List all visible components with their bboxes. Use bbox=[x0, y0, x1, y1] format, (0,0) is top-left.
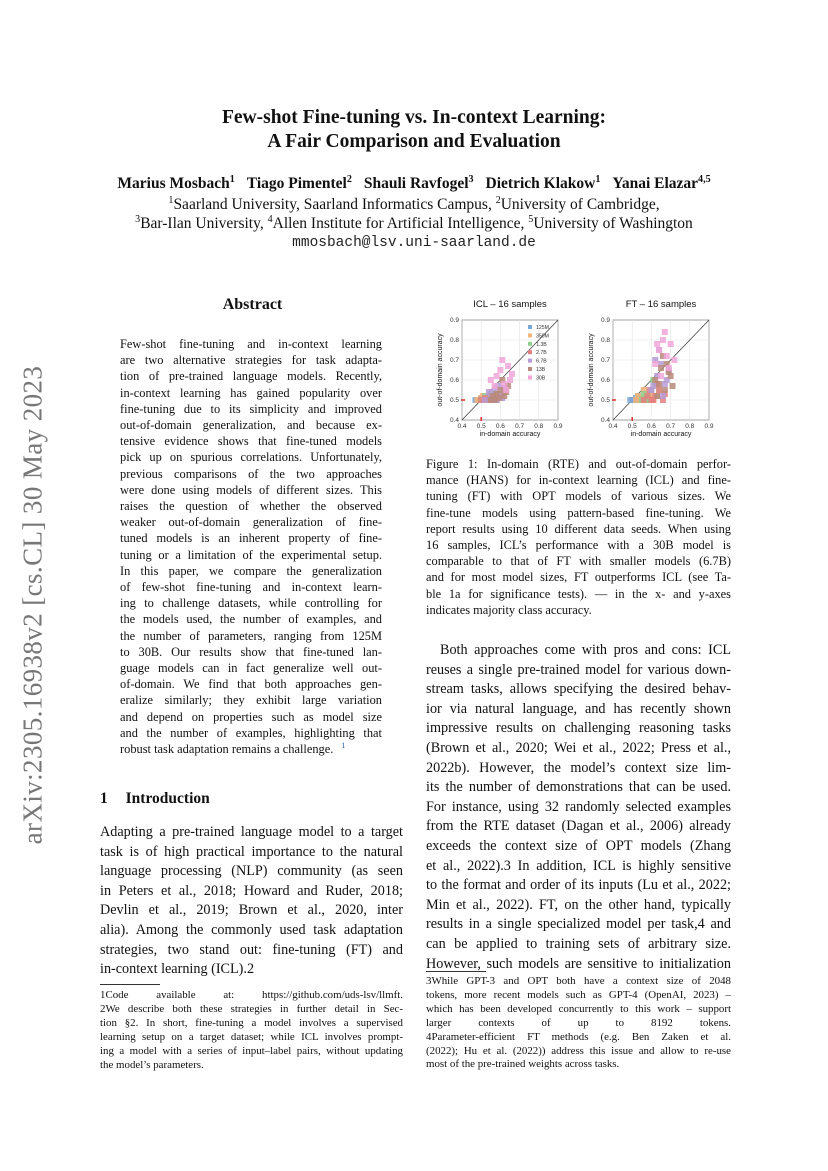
intro-line: alia). Among the commonly used task adaptation bbox=[100, 921, 403, 938]
author-list bbox=[0, 175, 828, 193]
data-point bbox=[494, 373, 500, 379]
chart-ft bbox=[579, 296, 729, 440]
body-line: However, such models are sensitive to initialization bbox=[426, 955, 731, 972]
legend-swatch bbox=[528, 359, 532, 363]
caption-line: ble 1a for significance tests). — in the x- and y-axes bbox=[426, 586, 731, 601]
data-point bbox=[658, 365, 664, 371]
affiliation-line-1 bbox=[0, 196, 828, 214]
y-tick-label: 0.7 bbox=[600, 357, 610, 364]
abstract-line: raises the question of whether the observed bbox=[120, 499, 382, 514]
abstract-line: fine-tuning due to its simplicity and improved bbox=[120, 401, 382, 416]
data-point bbox=[656, 347, 662, 353]
body-line: 2022b). However, the model’s context size lim- bbox=[426, 759, 731, 776]
author-affiliation-mark: 1 bbox=[229, 173, 235, 185]
caption-line: 16 samples, ICL’s performance with a 30B model is bbox=[426, 538, 731, 553]
data-point bbox=[497, 387, 503, 393]
footnote-line: 2We describe both these strategies in further detail in Sec- bbox=[100, 1002, 403, 1015]
abstract-line: the models used, the number of examples, and bbox=[120, 612, 382, 627]
body-line: results in a single specialized model per task,4 and bbox=[426, 916, 731, 933]
y-tick-label: 0.8 bbox=[449, 337, 459, 344]
data-point bbox=[660, 337, 666, 343]
footnote-line: (2022); Hu et al. (2022)) address this issue and allow to re-use bbox=[426, 1044, 731, 1057]
footnotes-left bbox=[100, 989, 403, 1072]
body-line: reuses a single pre-trained model for various down- bbox=[426, 661, 731, 678]
data-point bbox=[501, 381, 507, 387]
footnote-line: tion §2. In short, fine-tuning a model involves a supervised bbox=[100, 1016, 403, 1029]
x-tick-label: 0.6 bbox=[646, 423, 656, 430]
abstract-line: the number of parameters, ranging from 125M bbox=[120, 628, 382, 643]
intro-line: in-context learning (ICL).2 bbox=[100, 961, 255, 978]
footnote-ref-1[interactable]: 1 bbox=[341, 740, 346, 750]
affiliation-text: Bar-Ilan University, bbox=[140, 215, 268, 232]
data-point bbox=[488, 377, 494, 383]
introduction-body bbox=[100, 823, 403, 980]
data-point bbox=[507, 377, 513, 383]
abstract-line: pick up on spurious correlations. Unfortunately, bbox=[120, 450, 382, 465]
body-line: from the RTE dataset (Dagan et al., 2006) already bbox=[426, 818, 731, 835]
caption-line: comparable to that of FT with smaller models (6.7B) bbox=[426, 554, 731, 569]
affiliation-mark: 1 bbox=[168, 194, 174, 206]
data-point bbox=[505, 363, 511, 369]
footnote-rule-right bbox=[426, 971, 486, 972]
data-point bbox=[658, 373, 664, 379]
footnote-line: 4Parameter-efficient FT methods (e.g. Ben Zaken et al. bbox=[426, 1030, 731, 1043]
footnote-rule-left bbox=[100, 984, 160, 985]
y-tick-label: 0.8 bbox=[600, 337, 610, 344]
y-tick-label: 0.6 bbox=[600, 377, 610, 384]
y-tick-label: 0.7 bbox=[449, 357, 459, 364]
figure-caption bbox=[426, 456, 731, 618]
footnote-line: larger contexts of up to 8192 tokens. bbox=[426, 1016, 731, 1029]
data-point bbox=[662, 387, 668, 393]
legend-label: 6.7B bbox=[536, 358, 547, 365]
x-tick-label: 0.8 bbox=[534, 423, 544, 430]
y-tick-label: 0.4 bbox=[449, 417, 459, 424]
affiliation-mark: 3 bbox=[135, 213, 141, 225]
author-name: Tiago Pimentel bbox=[246, 175, 347, 192]
author-name: Dietrich Klakow bbox=[485, 175, 596, 192]
affiliation-mark: 4 bbox=[267, 213, 273, 225]
footnote-line: 1Code available at: https://github.com/uds-lsv/llmft. bbox=[100, 989, 403, 1001]
legend-swatch bbox=[528, 333, 532, 337]
abstract-line: tion of pre-trained language models. Recently, bbox=[120, 369, 382, 384]
paper-title bbox=[0, 106, 828, 154]
y-axis-label: out-of-domain accuracy bbox=[588, 333, 595, 407]
title-line-2: A Fair Comparison and Evaluation bbox=[267, 131, 561, 152]
chart-title: ICL – 16 samples bbox=[473, 299, 547, 310]
caption-line: mance (HANS) for in-context learning (ICL) and fine- bbox=[426, 473, 731, 488]
author-name: Shauli Ravfogel bbox=[363, 175, 469, 192]
chart-icl bbox=[428, 296, 578, 440]
abstract-line: previous comparisons of the two approaches bbox=[120, 466, 382, 481]
abstract-line: robust task adaptation remains a challenge. bbox=[120, 742, 334, 757]
chart-icl-svg bbox=[428, 296, 578, 440]
footnote-line: the model’s parameters. bbox=[100, 1058, 204, 1071]
intro-line: in Peters et al., 2018; Howard and Ruder, 2018; bbox=[100, 882, 403, 899]
affiliation-mark: 2 bbox=[495, 194, 501, 206]
arxiv-id-text: arXiv:2305.16938v2 [cs.CL] 30 May 2023 bbox=[17, 365, 48, 845]
y-tick-label: 0.9 bbox=[600, 317, 610, 324]
data-point bbox=[654, 341, 660, 347]
footnote-line: which has been developed concurrently to this work – support bbox=[426, 1002, 731, 1015]
abstract-line: out-of-domain generalization, and because ex- bbox=[120, 418, 382, 433]
right-column-body bbox=[426, 641, 731, 974]
x-tick-label: 0.4 bbox=[457, 423, 467, 430]
x-axis-label: in-domain accuracy bbox=[479, 431, 541, 438]
affiliation-line-2 bbox=[0, 215, 828, 233]
affiliation-text: Allen Institute for Artificial Intelligence, bbox=[272, 215, 529, 232]
abstract-line: in-context learning has gained popularity over bbox=[120, 385, 382, 400]
abstract-line: tensive evidence shows that fine-tuned models bbox=[120, 434, 382, 449]
footnote-line: 3While GPT-3 and OPT both have a context size of 2048 bbox=[426, 975, 731, 987]
author-affiliation-mark: 4,5 bbox=[698, 173, 711, 185]
body-line: Min et al., 2022). FT, on the other hand, typically bbox=[426, 896, 731, 913]
author-name: Marius Mosbach bbox=[117, 175, 230, 192]
caption-line: and for most model sizes, FT outperforms ICL (see Ta- bbox=[426, 570, 731, 585]
y-tick-label: 0.9 bbox=[449, 317, 459, 324]
abstract-line: Few-shot fine-tuning and in-context learning bbox=[120, 337, 382, 351]
author-affiliation-mark: 2 bbox=[346, 173, 352, 185]
data-point bbox=[666, 365, 672, 371]
data-point bbox=[503, 387, 509, 393]
data-point bbox=[662, 329, 668, 335]
affiliation-text: Saarland University, Saarland Informatics Campus, bbox=[173, 196, 496, 213]
affiliation-text: University of Cambridge, bbox=[500, 196, 660, 213]
data-point bbox=[495, 395, 501, 401]
abstract-line: to 30B. Our results show that fine-tuned lan- bbox=[120, 644, 382, 659]
caption-line: tuning (FT) with OPT models of various sizes. We bbox=[426, 489, 731, 504]
abstract-line: tuning or a limitation of the experimental setup. bbox=[120, 547, 382, 562]
data-point bbox=[654, 393, 660, 399]
y-axis-label: out-of-domain accuracy bbox=[437, 333, 444, 407]
legend-label: 1.3B bbox=[536, 341, 547, 348]
author-email[interactable]: mmosbach@lsv.uni-saarland.de bbox=[292, 235, 536, 251]
abstract-heading: Abstract bbox=[222, 296, 283, 313]
body-line: exceeds the context size of OPT models (Zhang bbox=[426, 837, 731, 854]
chart-ft-svg bbox=[579, 296, 729, 440]
y-tick-label: 0.4 bbox=[600, 417, 610, 424]
abstract-line: of-domain. We find that both approaches gen- bbox=[120, 677, 382, 692]
legend-swatch bbox=[528, 350, 532, 354]
abstract-line: and depend on properties such as model size bbox=[120, 709, 382, 724]
abstract-line: eralize similarly; they exhibit large variation bbox=[120, 693, 382, 708]
x-tick-label: 0.6 bbox=[495, 423, 505, 430]
abstract-line: guage models can in fact generalize well out- bbox=[120, 661, 382, 676]
footnote-line: ing a model with a series of input–label pairs, without updating bbox=[100, 1044, 403, 1057]
x-tick-label: 0.7 bbox=[666, 423, 676, 430]
body-line: its the number of demonstrations that can be used. bbox=[426, 779, 731, 796]
arxiv-identifier bbox=[8, 360, 58, 850]
legend-label: 350M bbox=[536, 333, 549, 340]
section-number: 1 bbox=[100, 790, 108, 807]
legend-label: 125M bbox=[536, 325, 549, 331]
data-point bbox=[670, 383, 676, 389]
x-tick-label: 0.5 bbox=[476, 423, 486, 430]
abstract-line: tuned models is an inherent property of fine- bbox=[120, 531, 382, 546]
x-tick-label: 0.9 bbox=[553, 423, 563, 430]
legend-swatch bbox=[528, 375, 532, 379]
footnote-line: learning setup on a target dataset; while ICL involves prompt- bbox=[100, 1030, 403, 1043]
chart-title: FT – 16 samples bbox=[625, 299, 697, 310]
body-line: ior via natural language, and has recently shown bbox=[426, 700, 731, 717]
intro-line: language processing (NLP) community (as seen bbox=[100, 863, 403, 880]
body-line: For instance, using 32 randomly selected examples bbox=[426, 798, 731, 815]
caption-line: fine-tune models using pattern-based fine-tuning. We bbox=[426, 505, 731, 520]
data-point bbox=[490, 393, 496, 399]
body-line: et al., 2022).3 In addition, ICL is highly sensitive bbox=[426, 857, 731, 874]
body-line: can be applied to training sets of arbitrary size. bbox=[426, 935, 731, 952]
body-line: Both approaches come with pros and cons: ICL bbox=[440, 642, 731, 658]
author-name: Yanai Elazar bbox=[612, 175, 699, 192]
abstract-line: ing to challenge datasets, while controlling for bbox=[120, 596, 382, 611]
legend-swatch bbox=[528, 325, 532, 329]
title-line-1: Few-shot Fine-tuning vs. In-context Learning: bbox=[221, 107, 607, 128]
legend-label: 30B bbox=[536, 375, 546, 382]
intro-line: Adapting a pre-trained language model to a target bbox=[100, 824, 403, 840]
x-tick-label: 0.4 bbox=[608, 423, 618, 430]
caption-line: report results using 10 different data seeds. When using bbox=[426, 521, 731, 536]
data-point bbox=[482, 397, 488, 403]
author-affiliation-mark: 1 bbox=[595, 173, 601, 185]
caption-line: Figure 1: In-domain (RTE) and out-of-domain perfor- bbox=[426, 457, 731, 471]
legend-swatch bbox=[528, 342, 532, 346]
data-point bbox=[652, 361, 658, 367]
abstract-line: In this paper, we compare the generalization bbox=[120, 563, 382, 578]
data-point bbox=[509, 371, 515, 377]
y-tick-label: 0.6 bbox=[449, 377, 459, 384]
y-tick-label: 0.5 bbox=[449, 397, 459, 404]
footnotes-right bbox=[426, 975, 731, 1072]
data-point bbox=[645, 393, 651, 399]
body-line: to the format and order of its inputs (Lu et al., 2022; bbox=[426, 877, 731, 894]
x-axis-label: in-domain accuracy bbox=[630, 431, 692, 438]
body-line: (Brown et al., 2020; Wei et al., 2022; Press et al., bbox=[426, 739, 731, 756]
abstract-line: and the number of examples, highlighting that bbox=[120, 725, 382, 740]
data-point bbox=[668, 341, 674, 347]
data-point bbox=[492, 383, 498, 389]
data-point bbox=[656, 387, 662, 393]
body-line: stream tasks, allows specifying the desired behav- bbox=[426, 681, 731, 698]
abstract-line: were done using models of different sizes. This bbox=[120, 482, 382, 497]
section-heading-introduction bbox=[100, 790, 210, 808]
x-tick-label: 0.9 bbox=[704, 423, 714, 430]
data-point bbox=[671, 357, 677, 363]
y-tick-label: 0.5 bbox=[600, 397, 610, 404]
abstract-line: are two alternative strategies for task adapta- bbox=[120, 353, 382, 368]
abstract-line: weaker out-of-domain generalization of fine- bbox=[120, 515, 382, 530]
data-point bbox=[660, 393, 666, 399]
x-tick-label: 0.8 bbox=[685, 423, 695, 430]
caption-line: indicates majority class accuracy. bbox=[426, 602, 592, 617]
data-point bbox=[627, 397, 633, 403]
intro-line: Devlin et al., 2019; Brown et al., 2020, inter bbox=[100, 902, 403, 919]
data-point bbox=[664, 353, 670, 359]
abstract-body bbox=[120, 336, 382, 757]
abstract-line: of few-shot fine-tuning and in-context learn- bbox=[120, 580, 382, 595]
footnote-line: most of the pre-trained weights across tasks. bbox=[426, 1058, 620, 1071]
data-point bbox=[499, 357, 505, 363]
data-point bbox=[497, 367, 503, 373]
x-tick-label: 0.5 bbox=[627, 423, 637, 430]
affiliation-mark: 5 bbox=[528, 213, 534, 225]
legend-swatch bbox=[528, 367, 532, 371]
intro-line: strategies, two stand out: fine-tuning (FT) and bbox=[100, 941, 403, 958]
legend-label: 2.7B bbox=[536, 350, 547, 357]
author-affiliation-mark: 3 bbox=[468, 173, 474, 185]
body-line: impressive results on challenging reasoning tasks bbox=[426, 720, 731, 737]
footnote-line: tokens, more recent models such as GPT-4 (OpenAI, 2023) – bbox=[426, 988, 731, 1001]
section-title: Introduction bbox=[125, 790, 210, 807]
data-point bbox=[656, 381, 662, 387]
data-point bbox=[650, 383, 656, 389]
intro-line: task is of high practical importance to the natural bbox=[100, 843, 403, 860]
legend-label: 13B bbox=[536, 367, 546, 373]
affiliation-text: University of Washington bbox=[533, 215, 693, 232]
x-tick-label: 0.7 bbox=[515, 423, 525, 430]
